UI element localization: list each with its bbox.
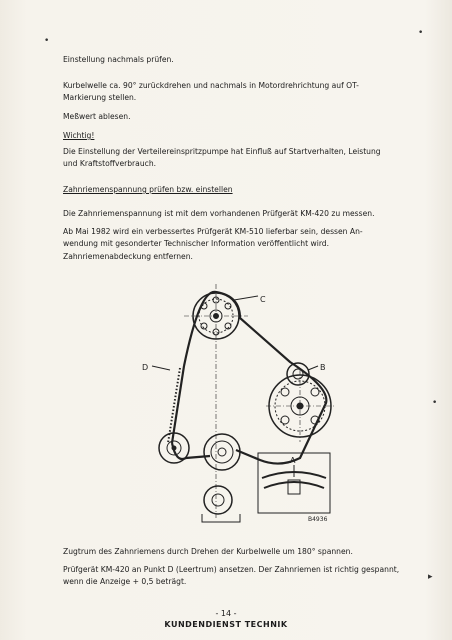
paragraph-check-again: Einstellung nachmals prüfen. bbox=[63, 55, 174, 64]
margin-mark: ▸ bbox=[428, 572, 433, 582]
label-b: B bbox=[320, 363, 326, 372]
paragraph-km420: Die Zahnriemenspannung ist mit dem vorhandenen Prüfgerät KM-420 zu messen. bbox=[63, 209, 375, 218]
section-title: Zahnriemenspannung prüfen bzw. einstellen bbox=[63, 185, 233, 194]
paragraph-km510-line1: Ab Mai 1982 wird ein verbessertes Prüfgerät KM-510 lieferbar sein, dessen An- bbox=[63, 227, 363, 236]
paragraph-crankshaft-line2: Markierung stellen. bbox=[63, 93, 137, 102]
binding-dot: • bbox=[418, 28, 424, 38]
label-c: C bbox=[260, 295, 266, 304]
margin-mark: • bbox=[432, 398, 438, 408]
water-pump-pulley bbox=[204, 486, 232, 514]
paragraph-crankshaft-line1: Kurbelwelle ca. 90° zurückdrehen und nachmals in Motordrehrichtung auf OT- bbox=[63, 81, 359, 90]
label-d: D bbox=[142, 363, 149, 372]
page-number: - 14 - bbox=[215, 609, 237, 618]
department-footer: KUNDENDIENST TECHNIK bbox=[164, 620, 288, 629]
paragraph-km510-line2: wendung mit gesonderter Technischer Information veröffentlicht wird. bbox=[63, 239, 330, 248]
figure-id: B4936 bbox=[308, 516, 328, 523]
warning-title: Wichtig! bbox=[63, 131, 95, 140]
paragraph-warning-line2: und Kraftstoffverbrauch. bbox=[63, 159, 157, 168]
paragraph-warning-line1: Die Einstellung der Verteilereinspritzpumpe hat Einfluß auf Startverhalten, Leistung bbox=[63, 147, 381, 156]
paragraph-remove-cover: Zahnriemenabdeckung entfernen. bbox=[63, 252, 193, 261]
crankshaft-pulley bbox=[204, 434, 240, 470]
binding-dot: • bbox=[44, 36, 50, 46]
paragraph-attach-tester-line2: wenn die Anzeige + 0,5 beträgt. bbox=[63, 577, 187, 586]
paragraph-attach-tester-line1: Prüfgerät KM-420 an Punkt D (Leertrum) ansetzen. Der Zahnriemen ist richtig gespannt, bbox=[63, 565, 400, 574]
paragraph-read-value: Meßwert ablesen. bbox=[63, 112, 131, 121]
timing-belt-diagram bbox=[140, 278, 350, 528]
label-a: A bbox=[290, 456, 296, 465]
paragraph-tension-belt: Zugtrum des Zahnriemens durch Drehen der Kurbelwelle um 180° spannen. bbox=[63, 547, 353, 556]
